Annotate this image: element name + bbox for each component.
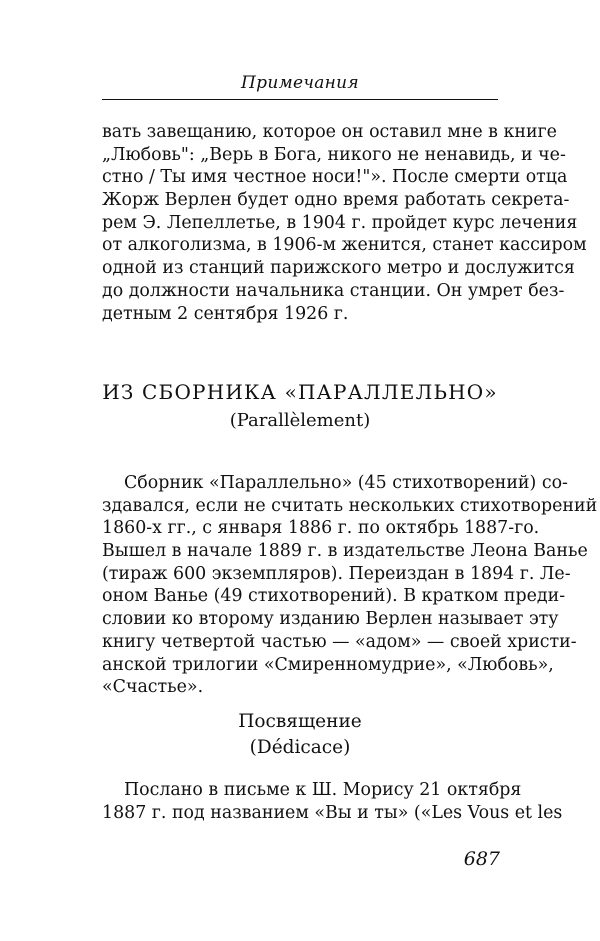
text-line: одной из станций парижского метро и дослужится [102, 258, 575, 279]
section-paragraph [102, 472, 598, 699]
text-line: (тираж 600 экземпляров). Переиздан в 1894 г. Ле- [102, 563, 571, 584]
text-line: оном Ванье (49 стихотворений). В кратком преди- [102, 586, 566, 607]
poem-subtitle: (Dédicace) [249, 737, 351, 758]
text-line: Сборник «Параллельно» (45 стихотворений) со- [124, 473, 568, 493]
text-line: до должности начальника станции. Он умрет без- [102, 280, 565, 301]
text-line: стно / Ты имя честное носи!"». После смерти отца [102, 167, 568, 188]
text-line: „Любовь": „Верь в Бога, никого не ненавидь, и че- [102, 144, 566, 165]
page-number: 687 [463, 848, 500, 870]
poem-title: Посвящение [238, 711, 362, 732]
text-line: здавался, если не считать нескольких стихотворений [102, 495, 598, 516]
text-line: вать завещанию, которое он оставил мне в книге [102, 122, 557, 142]
text-line: 1887 г. под названием «Вы и ты» («Les Vous et les [102, 802, 563, 823]
section-title: ИЗ СБОРНИКА «ПАРАЛЛЕЛЬНО» [102, 380, 498, 404]
running-head: Примечания [241, 73, 359, 93]
text-line: анской трилогии «Смиренномудрие», «Любовь», [102, 654, 554, 675]
text-line: 1860-х гг., с января 1886 г. по октябрь 1887-го. [102, 518, 540, 539]
text-line: книгу четвертой частью — «адом» — своей христи- [102, 631, 577, 652]
text-line: Послано в письме к Ш. Морису 21 октября [124, 780, 522, 800]
continued-paragraph [102, 121, 587, 325]
section-subtitle: (Parallèlement) [229, 410, 371, 431]
poem-note-paragraph [102, 779, 563, 824]
text-line: Вышел в начале 1889 г. в издательстве Леона Ванье [102, 541, 588, 562]
text-line: рем Э. Лепеллетье, в 1904 г. пройдет курс лечения [102, 212, 578, 233]
text-line: «Счастье». [102, 677, 204, 698]
text-line: словии ко второму изданию Верлен называет эту [102, 609, 559, 630]
text-line: Жорж Верлен будет одно время работать секрета- [102, 190, 570, 211]
text-line: от алкоголизма, в 1906-м женится, станет кассиром [102, 235, 587, 256]
text-line: детным 2 сентября 1926 г. [102, 303, 349, 324]
header-rule [102, 99, 498, 100]
